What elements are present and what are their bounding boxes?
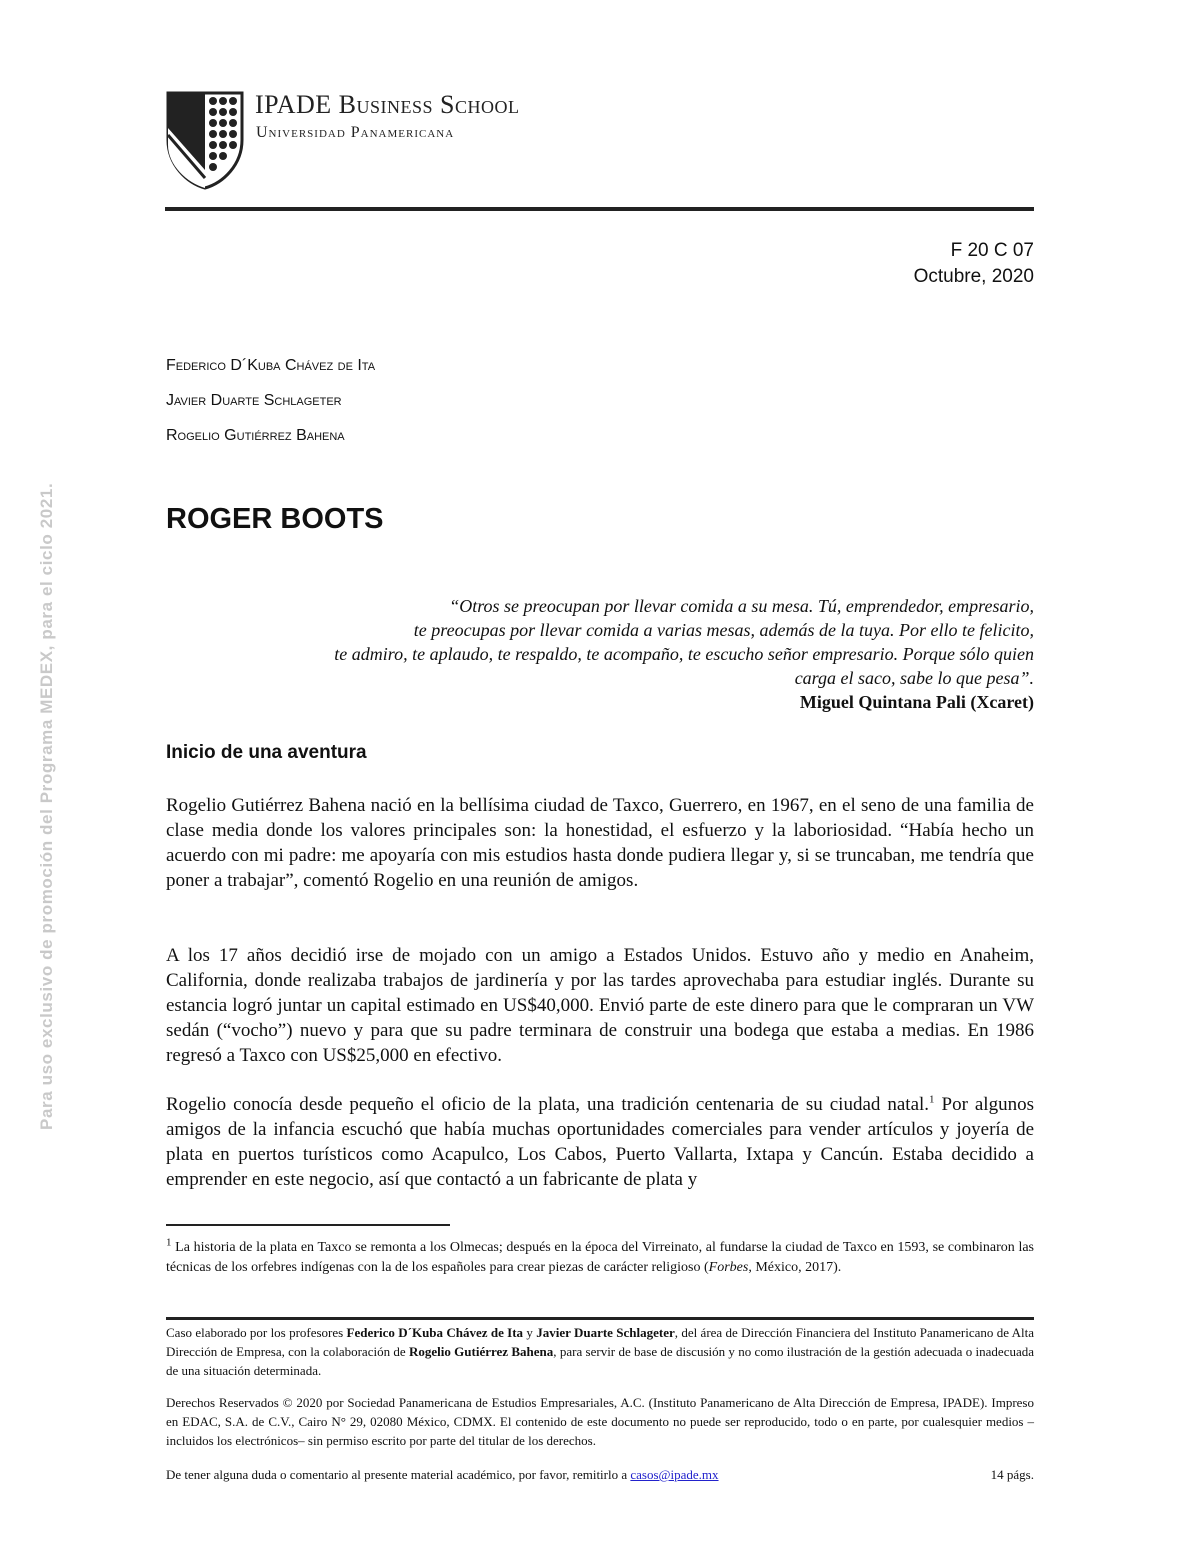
footnote-mark: 1 (166, 1236, 172, 1249)
case-code: F 20 C 07 (950, 240, 1034, 261)
section-heading: Inicio de una aventura (166, 742, 367, 763)
case-date: Octubre, 2020 (913, 266, 1034, 287)
logo-name: IPADE Business School (255, 90, 520, 119)
logo-subtitle: Universidad Panamericana (256, 124, 455, 141)
case-meta (914, 238, 1034, 290)
paragraph-text: Por algunos amigos de la infancia escuchó que había muchas oportunidades comerciales para vender artículos y joyería de plata en puertos turísticos como Acapulco, Los Cabos, Puerto Vallarta, Ixtapa y Cancún. Estaba decidido a emprender en este negocio, así que contactó a un fabricante de plata y (166, 1094, 1034, 1190)
credits-author: Rogelio Gutiérrez Bahena (408, 1344, 554, 1359)
epigraph-line: carga el saco, sabe lo que pesa”. (794, 668, 1034, 688)
case-title: ROGER BOOTS (166, 503, 384, 535)
case-credits (166, 1323, 1034, 1380)
header-rule (165, 207, 1034, 211)
footnote (166, 1238, 1034, 1278)
credits-text: y (523, 1325, 537, 1340)
body-paragraph: A los 17 años decidió irse de mojado con un amigo a Estados Unidos. Estuvo año y medio en Anaheim, California, donde realizaba trabajos de jardinería y por las tardes aprovechaba para estudiar inglés. Durante su estancia logró juntar un capital estimado en US$40,000. Envió parte de este dinero para que le compraran un VW sedán (“vocho”) nuevo y para que su padre terminara de construir una bodega que estaba a medias. En 1986 regresó a Taxco con US$25,000 en efectivo. (166, 945, 1034, 1066)
author-name: Javier Duarte Schlageter (166, 392, 342, 409)
footnote-text: , México, 2017). (748, 1260, 842, 1275)
ipade-logo (165, 90, 615, 190)
epigraph-line: “Otros se preocupan por llevar comida a su mesa. Tú, emprendedor, empresario, (449, 596, 1034, 616)
page-count: 14 págs. (990, 1467, 1034, 1482)
side-watermark: Para uso exclusivo de promoción del Programa MEDEX, para el ciclo 2021. (37, 482, 56, 1130)
footnote-rule (166, 1224, 450, 1226)
credits-author: Federico D´Kuba Chávez de Ita (346, 1325, 524, 1340)
epigraph (174, 594, 1034, 714)
author-list (166, 348, 375, 453)
credits-text: Caso elaborado por los profesores (166, 1325, 347, 1340)
author-name: Federico D´Kuba Chávez de Ita (166, 357, 376, 374)
shield-logo-icon (165, 90, 245, 190)
copyright-notice: Derechos Reservados © 2020 por Sociedad Panamericana de Estudios Empresariales, A.C. (Instituto Panamericano de Alta Dirección de Empresa, IPADE). Impreso en EDAC, S.A. de C.V., Cairo N° 29, 02080 México, CDMX. El contenido de este documento no puede ser reproducido, todo o en parte, por cualesquier medios –incluidos los electrónicos– sin permiso escrito por parte del titular de los derechos. (166, 1395, 1034, 1448)
contact-text: De tener alguna duda o comentario al presente material académico, por favor, remitirlo a (166, 1467, 631, 1482)
paragraph-text: Rogelio conocía desde pequeño el oficio de la plata, una tradición centenaria de su ciudad natal. (166, 1094, 930, 1115)
body-paragraph (166, 1092, 1034, 1192)
contact-line (166, 1465, 1034, 1484)
credits-author: Javier Duarte Schlageter (536, 1325, 675, 1340)
epigraph-line: te preocupas por llevar comida a varias mesas, además de la tuya. Por ello te felicito, (413, 620, 1034, 640)
epigraph-attribution: Miguel Quintana Pali (Xcaret) (799, 692, 1034, 712)
footnote-text: La historia de la plata en Taxco se remonta a los Olmecas; después en la época del Virreinato, al fundarse la ciudad de Taxco en 1593, se combinaron las técnicas de los orfebres indígenas con la de los españoles para crear piezas de carácter religioso ( (166, 1240, 1034, 1275)
credits-text: , del área de Dirección Financiera del Instituto Panamericano de Alta Dirección de Empresa, con la colaboración de (166, 1325, 1034, 1359)
contact-email-link[interactable]: casos@ipade.mx (630, 1467, 719, 1482)
footnote-reference: 1 (929, 1093, 935, 1106)
credits-rule (166, 1317, 1034, 1320)
credits-text: , para servir de base de discusión y no como ilustración de la gestión adecuada o inadecuada de una situación determinada. (166, 1344, 1035, 1378)
epigraph-line: te admiro, te aplaudo, te respaldo, te acompaño, te escucho señor empresario. Porque sólo quien (334, 644, 1034, 664)
author-name: Rogelio Gutiérrez Bahena (166, 427, 345, 444)
body-paragraph: Rogelio Gutiérrez Bahena nació en la bellísima ciudad de Taxco, Guerrero, en 1967, en el seno de una familia de clase media donde los valores principales son: la honestidad, el esfuerzo y la laboriosidad. “Había hecho un acuerdo con mi padre: me apoyaría con mis estudios hasta donde pudiera llegar y, si se truncaban, me tendría que poner a trabajar”, comentó Rogelio en una reunión de amigos. (166, 795, 1034, 891)
footnote-source: Forbes (708, 1260, 749, 1275)
